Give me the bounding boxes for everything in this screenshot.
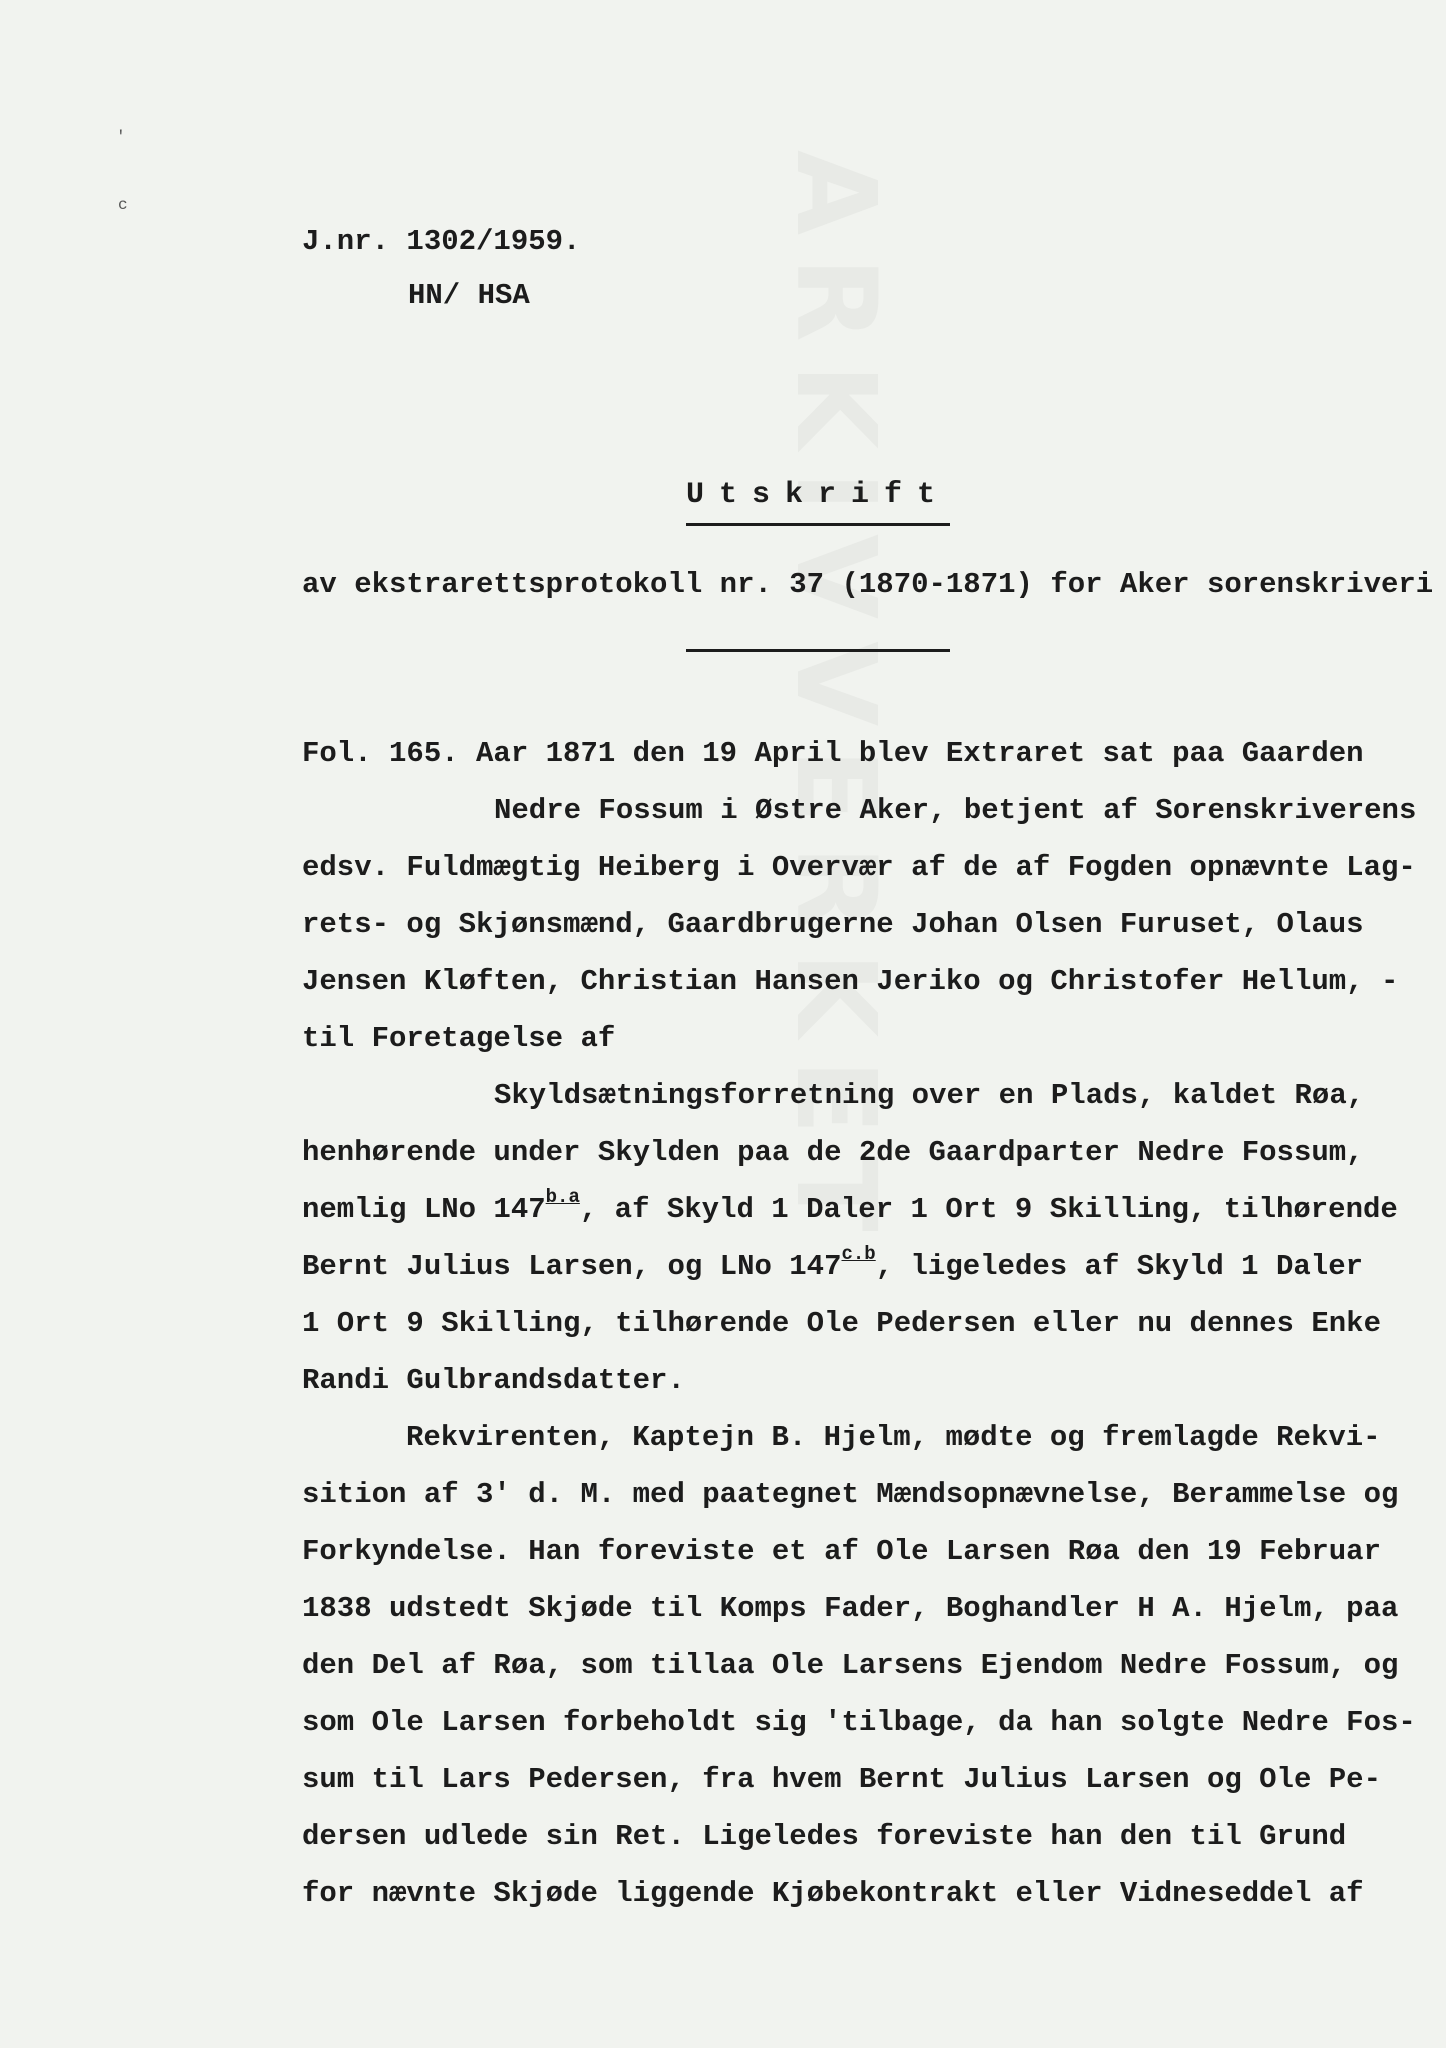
journal-number: J.nr. 1302/1959. xyxy=(302,225,581,258)
body-line: Fol. 165. Aar 1871 den 19 April blev Extraret sat paa Gaarden xyxy=(302,737,1364,770)
body-line: sum til Lars Pedersen, fra hvem Bernt Julius Larsen og Ole Pe- xyxy=(302,1763,1381,1796)
section-divider xyxy=(686,649,950,652)
body-line: den Del af Røa, som tillaa Ole Larsens Ejendom Nedre Fossum, og xyxy=(302,1649,1399,1682)
body-text: , af Skyld 1 Daler 1 Ort 9 Skilling, tilhørende xyxy=(579,1193,1398,1226)
body-text: , ligeledes af Skyld 1 Daler xyxy=(875,1250,1363,1283)
body-text: Bernt Julius Larsen, og LNo 147 xyxy=(302,1250,842,1283)
subtitle: av ekstrarettsprotokoll nr. 37 (1870-1871) for Aker sorenskriveri xyxy=(302,568,1434,601)
initials: HN/ HSA xyxy=(408,279,530,312)
body-line: edsv. Fuldmægtig Heiberg i Overvær af de af Fogden opnævnte Lag- xyxy=(302,851,1416,884)
body-line: Randi Gulbrandsdatter. xyxy=(302,1364,685,1397)
margin-mark-1: ' xyxy=(116,128,126,146)
body-line xyxy=(302,1243,1363,1285)
title-underline xyxy=(686,523,950,526)
body-line: dersen udlede sin Ret. Ligeledes foreviste han den til Grund xyxy=(302,1820,1347,1853)
body-line: henhørende under Skylden paa de 2de Gaardparter Nedre Fossum, xyxy=(302,1136,1364,1169)
superscript-reference: b.a xyxy=(545,1186,580,1209)
body-line: Nedre Fossum i Østre Aker, betjent af Sorenskriverens xyxy=(494,794,1417,827)
body-line: rets- og Skjønsmænd, Gaardbrugerne Johan Olsen Furuset, Olaus xyxy=(302,908,1364,941)
body-line: Forkyndelse. Han foreviste et af Ole Larsen Røa den 19 Februar xyxy=(302,1535,1381,1568)
body-line: Skyldsætningsforretning over en Plads, kaldet Røa, xyxy=(494,1079,1365,1112)
body-line: Rekvirenten, Kaptejn B. Hjelm, mødte og fremlagde Rekvi- xyxy=(406,1421,1381,1454)
body-line: til Foretagelse af xyxy=(302,1022,616,1055)
body-text: nemlig LNo 147 xyxy=(302,1193,546,1226)
body-line: for nævnte Skjøde liggende Kjøbekontrakt eller Vidneseddel af xyxy=(302,1877,1364,1910)
body-line: sition af 3' d. M. med paategnet Mændsopnævnelse, Berammelse og xyxy=(302,1478,1399,1511)
body-line: Jensen Kløften, Christian Hansen Jeriko og Christofer Hellum, - xyxy=(302,965,1399,998)
document-title: Utskrift xyxy=(686,478,951,512)
superscript-reference: c.b xyxy=(841,1243,876,1266)
margin-mark-2: c xyxy=(118,196,128,214)
body-line: 1838 udstedt Skjøde til Komps Fader, Boghandler H A. Hjelm, paa xyxy=(302,1592,1399,1625)
body-line: som Ole Larsen forbeholdt sig 'tilbage, da han solgte Nedre Fos- xyxy=(302,1706,1416,1739)
body-line: 1 Ort 9 Skilling, tilhørende Ole Pedersen eller nu dennes Enke xyxy=(302,1307,1381,1340)
body-line xyxy=(302,1186,1398,1228)
